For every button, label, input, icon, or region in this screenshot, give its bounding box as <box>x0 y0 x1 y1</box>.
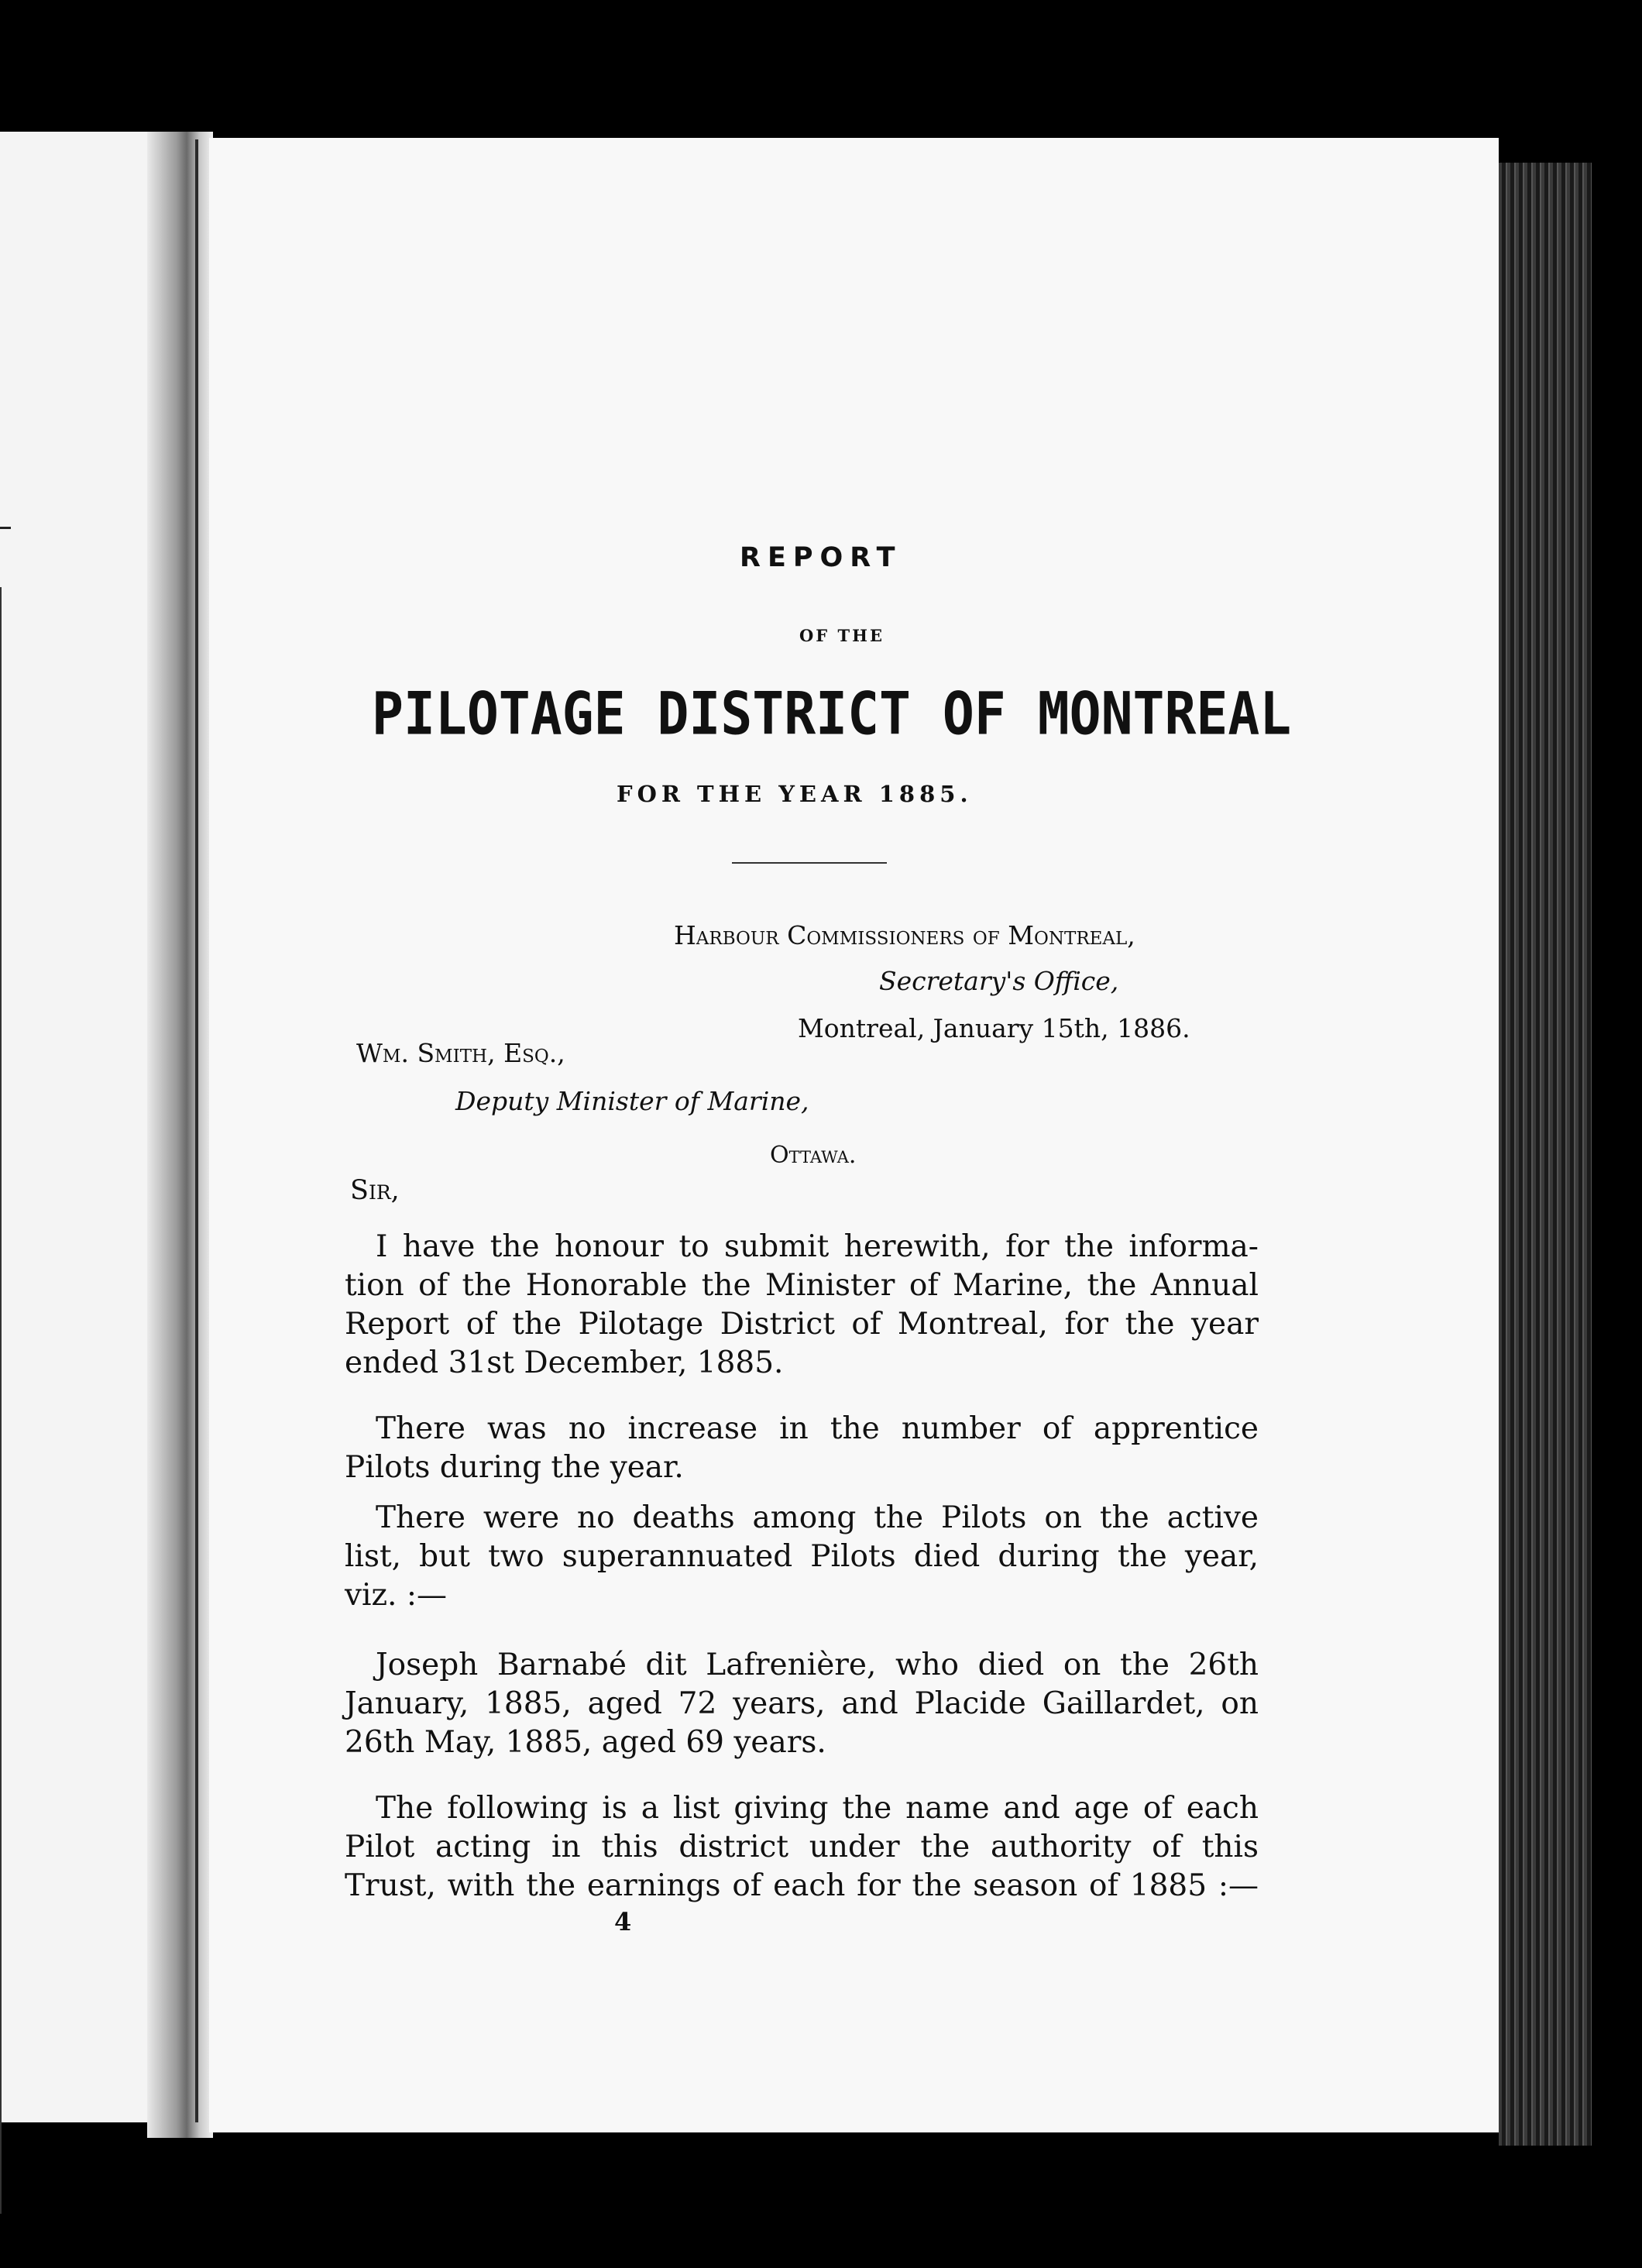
facing-page-fragment <box>0 352 8 387</box>
paragraph-line: list, but two superannuated Pilots died during the year, <box>345 1539 1259 1574</box>
book-gutter <box>147 132 213 2138</box>
recipient-name: Wm. Smith, Esq., <box>356 1038 565 1068</box>
paragraph-line: I have the honour to submit herewith, for the informa- <box>376 1229 1259 1264</box>
heading-of-the: OF THE <box>799 626 885 645</box>
paragraph-2 <box>345 1410 1259 1487</box>
paragraph-line: Trust, with the earnings of each for the season of 1885 :— <box>345 1868 1259 1903</box>
paragraph-4 <box>345 1646 1259 1762</box>
sender-place-date: Montreal, January 15th, 1886. <box>798 1013 1190 1043</box>
paragraph-5 <box>345 1789 1259 1905</box>
paragraph-line: Joseph Barnabé dit Lafrenière, who died on the 26th <box>376 1648 1259 1682</box>
paragraph-line: January, 1885, aged 72 years, and Placide Gaillardet, on <box>345 1686 1259 1721</box>
paragraph-line: There was no increase in the number of apprentice <box>376 1411 1259 1446</box>
paragraph-3 <box>345 1499 1259 1615</box>
gutter-shadow <box>195 139 198 2122</box>
salutation: Sir, <box>350 1175 400 1206</box>
paragraph-line: Pilot acting in this district under the authority of this <box>345 1830 1259 1864</box>
page-subtitle: FOR THE YEAR 1885. <box>617 781 973 807</box>
paragraph-1 <box>345 1228 1259 1383</box>
paragraph-line: 26th May, 1885, aged 69 years. <box>345 1725 826 1760</box>
paragraph-line: ended 31st December, 1885. <box>345 1345 784 1380</box>
paragraph-line: viz. :— <box>345 1578 447 1613</box>
page-edges <box>1499 163 1592 2146</box>
page-title: PILOTAGE DISTRICT OF MONTREAL <box>372 680 1292 749</box>
paragraph-line: There were no deaths among the Pilots on the active <box>376 1500 1259 1535</box>
page-number: 4 <box>614 1907 632 1936</box>
heading-report: REPORT <box>740 542 902 573</box>
sender-org: Harbour Commissioners of Montreal, <box>674 920 1135 950</box>
section-divider <box>732 862 887 864</box>
paragraph-line: tion of the Honorable the Minister of Marine, the Annual <box>345 1268 1259 1303</box>
recipient-title: Deputy Minister of Marine, <box>455 1086 809 1116</box>
paragraph-line: Report of the Pilotage District of Montreal, for the year <box>345 1307 1259 1342</box>
sender-office: Secretary's Office, <box>879 966 1119 996</box>
paragraph-line: Pilots during the year. <box>345 1450 684 1485</box>
facing-page-rule <box>0 527 11 529</box>
paragraph-line: The following is a list giving the name and age of each <box>376 1791 1259 1826</box>
facing-page-border <box>0 587 2 2214</box>
recipient-city: Ottawa. <box>770 1142 857 1169</box>
